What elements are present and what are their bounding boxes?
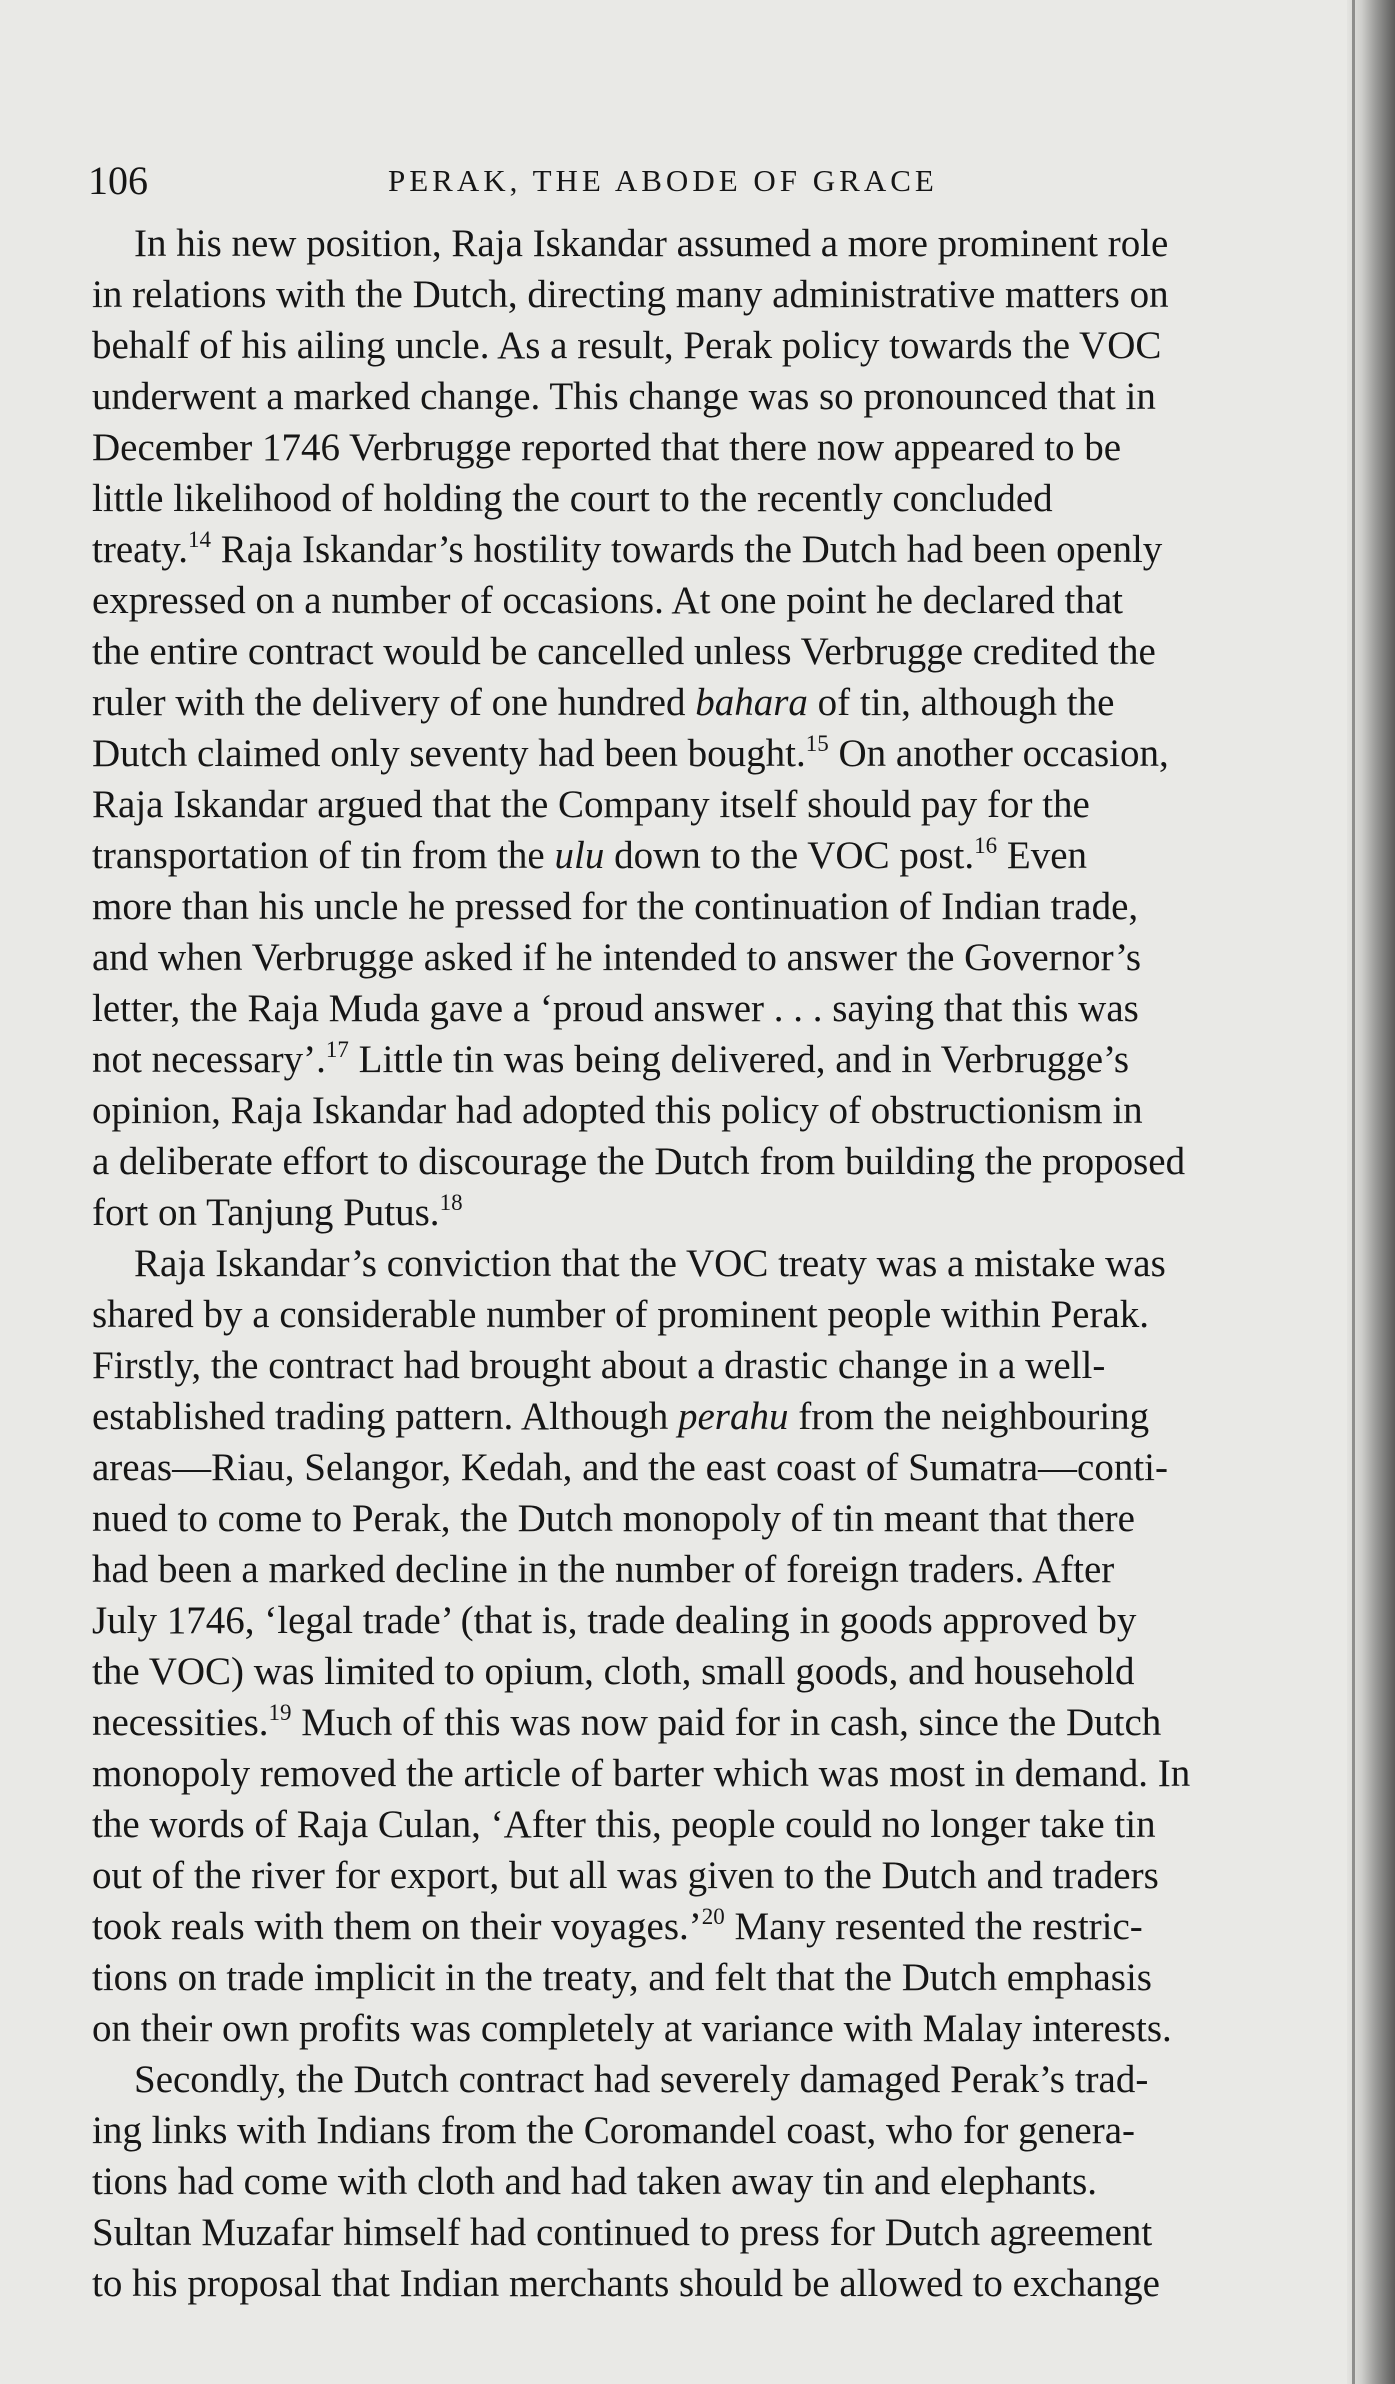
text-run: tions had come with cloth and had taken away tin and elephants. (92, 2160, 1098, 2203)
italic-term: ulu (554, 834, 605, 877)
text-line (92, 1748, 1292, 1799)
running-head: PERAK, THE ABODE OF GRACE (388, 163, 938, 198)
body-text (92, 218, 1292, 2309)
text-line (92, 1136, 1292, 1187)
text-run: the VOC) was limited to opium, cloth, small goods, and household (92, 1650, 1135, 1693)
text-line (92, 2054, 1292, 2105)
footnote-marker: 20 (701, 1904, 725, 1929)
text-line (92, 830, 1292, 881)
text-run: July 1746, ‘legal trade’ (that is, trade dealing in goods approved by (92, 1599, 1137, 1642)
footnote-marker: 16 (974, 833, 998, 858)
text-line (92, 524, 1292, 575)
text-run: little likelihood of holding the court to the recently concluded (92, 477, 1053, 520)
text-run: a deliberate effort to discourage the Dutch from building the proposed (92, 1140, 1186, 1183)
text-run: in relations with the Dutch, directing many administrative matters on (92, 273, 1169, 316)
page-gutter-line (1352, 0, 1355, 2384)
text-run: fort on Tanjung Putus. (92, 1191, 440, 1234)
text-run: from the neighbouring (788, 1395, 1150, 1438)
text-line (92, 677, 1292, 728)
text-run: monopoly removed the article of barter which was most in demand. In (92, 1752, 1191, 1795)
text-line (92, 1544, 1292, 1595)
text-line (92, 371, 1292, 422)
text-line (92, 1697, 1292, 1748)
text-run: ruler with the delivery of one hundred (92, 681, 696, 724)
text-run: more than his uncle he pressed for the continuation of Indian trade, (92, 885, 1139, 928)
text-line (92, 473, 1292, 524)
text-line (92, 728, 1292, 779)
text-line (92, 2156, 1292, 2207)
text-run: established trading pattern. Although (92, 1395, 678, 1438)
text-run: letter, the Raja Muda gave a ‘proud answer . . . saying that this was (92, 987, 1139, 1030)
text-run: of tin, although the (807, 681, 1115, 724)
text-run: December 1746 Verbrugge reported that there now appeared to be (92, 426, 1122, 469)
text-run: had been a marked decline in the number of foreign traders. After (92, 1548, 1115, 1591)
text-run: treaty. (92, 528, 188, 571)
text-run: Raja Iskandar’s hostility towards the Dutch had been openly (211, 528, 1163, 571)
text-line (92, 779, 1292, 830)
text-line (92, 422, 1292, 473)
text-run: Much of this was now paid for in cash, since the Dutch (291, 1701, 1162, 1744)
text-run: not necessary’. (92, 1038, 326, 1081)
text-run: Secondly, the Dutch contract had severely damaged Perak’s trad- (134, 2058, 1149, 2101)
italic-term: perahu (677, 1395, 789, 1438)
text-line (92, 932, 1292, 983)
text-run: ing links with Indians from the Coromandel coast, who for genera- (92, 2109, 1136, 2152)
text-run: nued to come to Perak, the Dutch monopoly of tin meant that there (92, 1497, 1135, 1540)
text-line (92, 1646, 1292, 1697)
text-run: to his proposal that Indian merchants should be allowed to exchange (92, 2262, 1160, 2305)
text-line (92, 1238, 1292, 1289)
text-line (92, 1850, 1292, 1901)
text-run: and when Verbrugge asked if he intended to answer the Governor’s (92, 936, 1142, 979)
text-run: Even (997, 834, 1088, 877)
text-run: the entire contract would be cancelled unless Verbrugge credited the (92, 630, 1156, 673)
text-run: on their own profits was completely at variance with Malay interests. (92, 2007, 1172, 2050)
page-number: 106 (88, 158, 148, 203)
text-run: behalf of his ailing uncle. As a result, Perak policy towards the VOC (92, 324, 1162, 367)
text-run: opinion, Raja Iskandar had adopted this policy of obstructionism in (92, 1089, 1143, 1132)
text-run: Little tin was being delivered, and in Verbrugge’s (348, 1038, 1130, 1081)
paragraph (92, 1238, 1292, 2054)
text-line (92, 1187, 1292, 1238)
text-run: Raja Iskandar argued that the Company itself should pay for the (92, 783, 1090, 826)
text-run: took reals with them on their voyages.’ (92, 1905, 702, 1948)
text-run: Many resented the restric- (724, 1905, 1143, 1948)
text-run: the words of Raja Culan, ‘After this, people could no longer take tin (92, 1803, 1156, 1846)
text-run: expressed on a number of occasions. At one point he declared that (92, 579, 1124, 622)
paragraph (92, 2054, 1292, 2309)
italic-term: bahara (695, 681, 808, 724)
footnote-marker: 15 (805, 731, 829, 756)
text-run: out of the river for export, but all was given to the Dutch and traders (92, 1854, 1159, 1897)
text-line (92, 1034, 1292, 1085)
text-run: necessities. (92, 1701, 269, 1744)
text-run: Raja Iskandar’s conviction that the VOC treaty was a mistake was (134, 1242, 1166, 1285)
text-line (92, 983, 1292, 1034)
text-line (92, 1289, 1292, 1340)
text-run: underwent a marked change. This change was so pronounced that in (92, 375, 1156, 418)
text-line (92, 2003, 1292, 2054)
text-line (92, 1799, 1292, 1850)
text-run: down to the VOC post. (604, 834, 975, 877)
footnote-marker: 14 (188, 527, 211, 552)
footnote-marker: 18 (439, 1190, 463, 1215)
page-header (88, 158, 1258, 204)
text-run: On another occasion, (828, 732, 1169, 775)
text-run: Dutch claimed only seventy had been bought. (92, 732, 806, 775)
text-line (92, 1493, 1292, 1544)
text-run: transportation of tin from the (92, 834, 555, 877)
text-run: areas—Riau, Selangor, Kedah, and the east coast of Sumatra—conti- (92, 1446, 1169, 1489)
text-line (92, 2105, 1292, 2156)
paragraph (92, 218, 1292, 1238)
footnote-marker: 17 (325, 1037, 349, 1062)
text-line (92, 881, 1292, 932)
text-line (92, 218, 1292, 269)
text-line (92, 1085, 1292, 1136)
text-line (92, 1952, 1292, 2003)
text-line (92, 1391, 1292, 1442)
text-line (92, 1901, 1292, 1952)
text-line (92, 320, 1292, 371)
text-line (92, 2207, 1292, 2258)
text-run: shared by a considerable number of prominent people within Perak. (92, 1293, 1150, 1336)
footnote-marker: 19 (268, 1700, 292, 1725)
text-line (92, 1442, 1292, 1493)
text-line (92, 1340, 1292, 1391)
text-line (92, 575, 1292, 626)
text-run: Sultan Muzafar himself had continued to press for Dutch agreement (92, 2211, 1153, 2254)
text-line (92, 2258, 1292, 2309)
text-line (92, 1595, 1292, 1646)
text-run: Firstly, the contract had brought about a drastic change in a well- (92, 1344, 1106, 1387)
text-run: In his new position, Raja Iskandar assumed a more prominent role (134, 222, 1169, 265)
text-line (92, 269, 1292, 320)
text-run: tions on trade implicit in the treaty, and felt that the Dutch emphasis (92, 1956, 1152, 1999)
text-line (92, 626, 1292, 677)
